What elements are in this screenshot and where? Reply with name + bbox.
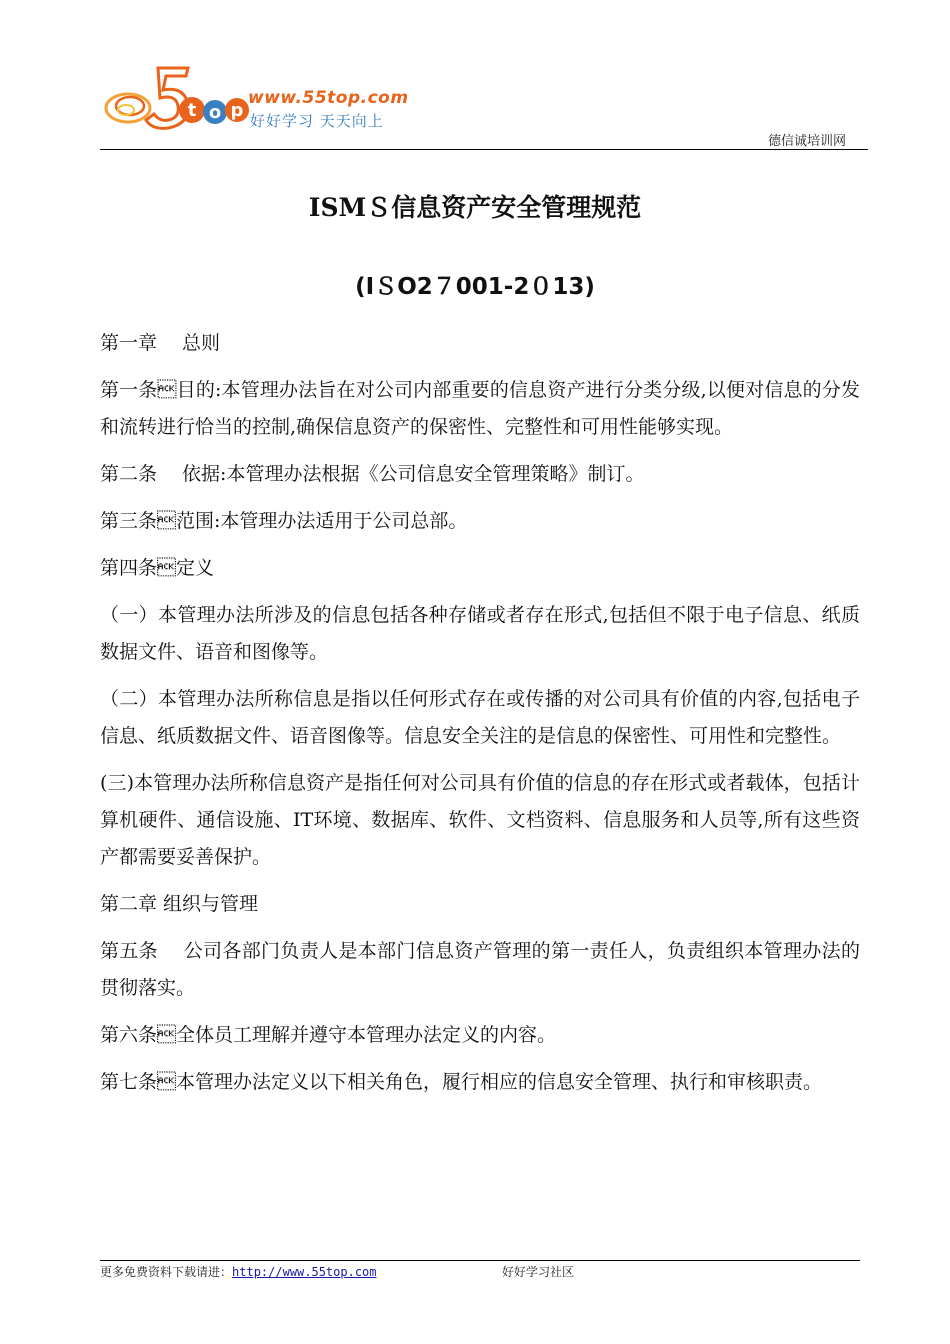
footer-divider <box>100 1260 860 1261</box>
paragraph: 第六条全体员工理解并遵守本管理办法定义的内容。 <box>100 1024 557 1046</box>
paragraph: （二）本管理办法所称信息是指以任何形式存在或传播的对公司具有价值的内容,包括电子信息、纸质数据文件、语音图像等。信息安全关注的是信息的保密性、可用性和完整性。 <box>100 688 860 747</box>
footer-community-text: 好好学习社区 <box>502 1265 575 1279</box>
paragraph: 第四条定义 <box>100 557 215 579</box>
document-subtitle: (IＳO2７001-2０13) <box>355 274 595 300</box>
logo-url-text: www.55top.com <box>248 88 409 108</box>
document-title: ISMＳ信息资产安全管理规范 <box>308 193 642 222</box>
site-name: 德信诚培训网 <box>767 134 846 149</box>
logo-graphic <box>100 60 250 140</box>
chapter-heading: 第二章 组织与管理 <box>100 893 259 915</box>
paragraph: (三)本管理办法所称信息资产是指任何对公司具有价值的信息的存在形式或者载体，包括计算机硬件、通信设施、IT环境、数据库、软件、文档资料、信息服务和人员等,所有这些资产都需要妥善保护。 <box>100 772 860 868</box>
page-header <box>100 60 868 150</box>
logo-slogan: 好好学习 天天向上 <box>250 112 384 130</box>
paragraph: 第三条范围:本管理办法适用于公司总部。 <box>100 510 468 532</box>
paragraph: 第二条 依据:本管理办法根据《公司信息安全管理策略》制订。 <box>100 463 645 485</box>
svg-text:t: t <box>187 100 197 121</box>
site-logo[interactable] <box>100 60 430 140</box>
chapter-heading: 第一章 总则 <box>100 332 221 354</box>
paragraph: 第五条 公司各部门负责人是本部门信息资产管理的第一责任人，负责组织本管理办法的贯彻落实。 <box>100 940 860 999</box>
paragraph: （一）本管理办法所涉及的信息包括各种存储或者存在形式,包括但不限于电子信息、纸质数据文件、语音和图像等。 <box>100 604 860 663</box>
footer-download-text: 更多免费资料下载请进： <box>100 1265 233 1279</box>
paragraph: 第一条目的:本管理办法旨在对公司内部重要的信息资产进行分类分级,以便对信息的分发和流转进行恰当的控制,确保信息资产的保密性、完整性和可用性能够实现。 <box>100 379 860 438</box>
paragraph: 第七条本管理办法定义以下相关角色，履行相应的信息安全管理、执行和审核职责。 <box>100 1071 823 1093</box>
page-footer <box>100 1263 860 1280</box>
header-divider <box>100 149 868 150</box>
footer-link[interactable]: http://www.55top.com <box>232 1265 377 1279</box>
svg-text:p: p <box>230 100 244 121</box>
svg-text:o: o <box>208 102 222 123</box>
document-body <box>100 325 860 1111</box>
